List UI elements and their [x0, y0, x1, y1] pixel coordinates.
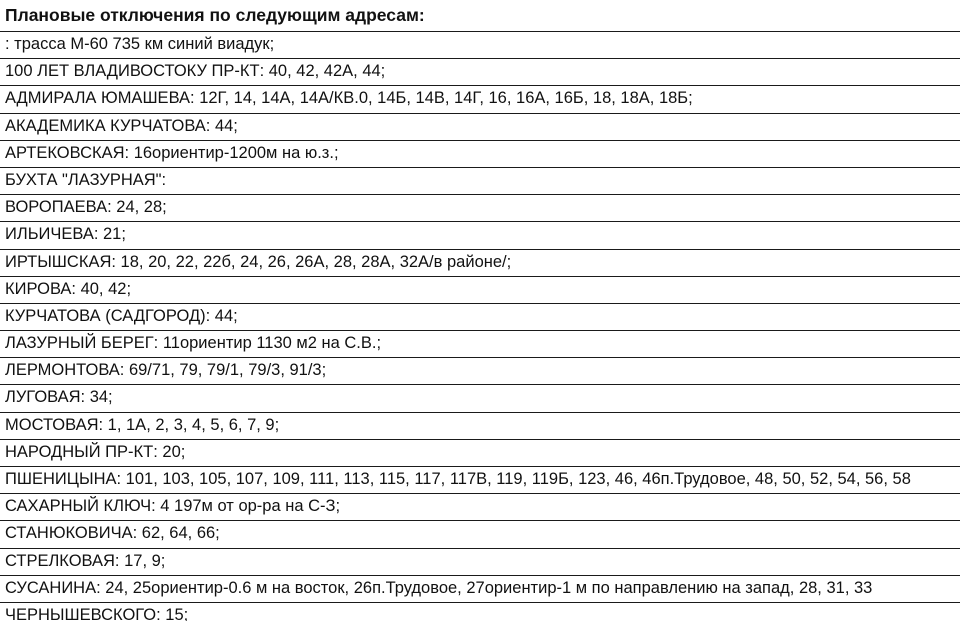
address-row: 100 ЛЕТ ВЛАДИВОСТОКУ ПР-КТ: 40, 42, 42А, 44; — [0, 58, 960, 85]
address-row: КИРОВА: 40, 42; — [0, 276, 960, 303]
address-row: ВОРОПАЕВА: 24, 28; — [0, 194, 960, 221]
address-row: МОСТОВАЯ: 1, 1А, 2, 3, 4, 5, 6, 7, 9; — [0, 412, 960, 439]
address-row: ЧЕРНЫШЕВСКОГО: 15; — [0, 602, 960, 621]
address-row: : трасса М-60 735 км синий виадук; — [0, 31, 960, 58]
address-row: ПШЕНИЦЫНА: 101, 103, 105, 107, 109, 111, 113, 115, 117, 117В, 119, 119Б, 123, 46, 46п.Трудовое, 48, 50, 52, 54, 56, 58 — [0, 466, 960, 493]
address-row: ЛУГОВАЯ: 34; — [0, 384, 960, 411]
address-row: ЛАЗУРНЫЙ БЕРЕГ: 11ориентир 1130 м2 на С.В.; — [0, 330, 960, 357]
sheet-title: Плановые отключения по следующим адресам: — [5, 5, 425, 25]
address-row: СТАНЮКОВИЧА: 62, 64, 66; — [0, 520, 960, 547]
address-row: АДМИРАЛА ЮМАШЕВА: 12Г, 14, 14А, 14А/КВ.0, 14Б, 14В, 14Г, 16, 16А, 16Б, 18, 18А, 18Б; — [0, 85, 960, 112]
address-row: СУСАНИНА: 24, 25ориентир-0.6 м на восток, 26п.Трудовое, 27ориентир-1 м по направлению на запад, 28, 31, 33 — [0, 575, 960, 602]
address-row: СТРЕЛКОВАЯ: 17, 9; — [0, 548, 960, 575]
address-row: БУХТА "ЛАЗУРНАЯ": — [0, 167, 960, 194]
address-row: АКАДЕМИКА КУРЧАТОВА: 44; — [0, 113, 960, 140]
address-row: НАРОДНЫЙ ПР-КТ: 20; — [0, 439, 960, 466]
address-list — [0, 31, 960, 621]
address-row: ИРТЫШСКАЯ: 18, 20, 22, 22б, 24, 26, 26А, 28, 28А, 32А/в районе/; — [0, 249, 960, 276]
address-row: АРТЕКОВСКАЯ: 16ориентир-1200м на ю.з.; — [0, 140, 960, 167]
address-row: САХАРНЫЙ КЛЮЧ: 4 197м от ор-ра на С-З; — [0, 493, 960, 520]
address-row: КУРЧАТОВА (САДГОРОД): 44; — [0, 303, 960, 330]
address-row: ЛЕРМОНТОВА: 69/71, 79, 79/1, 79/3, 91/3; — [0, 357, 960, 384]
address-row: ИЛЬИЧЕВА: 21; — [0, 221, 960, 248]
